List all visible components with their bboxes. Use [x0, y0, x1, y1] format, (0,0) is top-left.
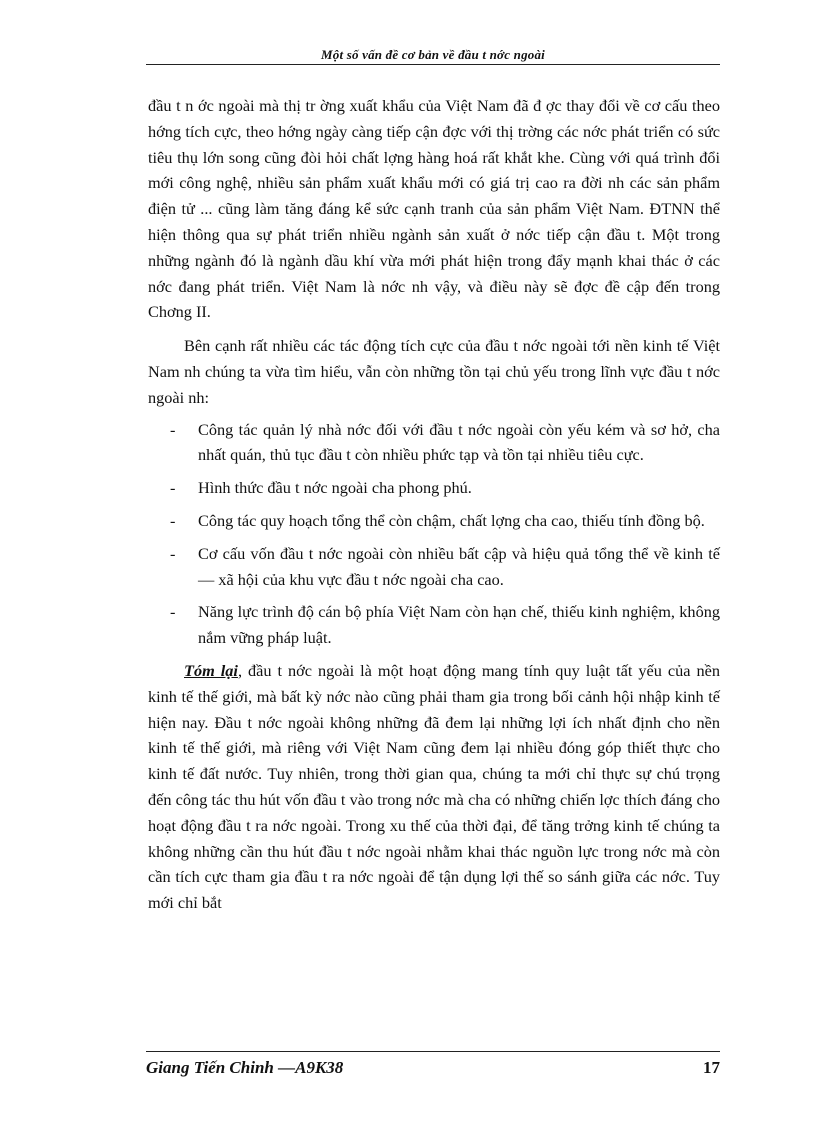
list-dash: -: [170, 510, 176, 530]
list-dash: -: [170, 602, 176, 622]
list-item-text: Năng lực trình độ cán bộ phía Việt Nam còn hạn chế, thiếu kinh nghiệm, không nắm vững pháp luật.: [198, 602, 720, 648]
footer-author: Giang Tiến Chinh —A9K38: [146, 1058, 344, 1077]
list-dash: -: [170, 419, 176, 439]
paragraph-3-text: , đầu t nớc ngoài là một hoạt động mang tính quy luật tất yếu của nền kinh tế thế giới, mà bất kỳ nớc nào cũng phải tham gia trong bối cảnh hội nhập kinh tế hiện nay. Đầu t nớc ngoài không những đã đem lại những lợi ích nhất định cho nền kinh tế thế giới, mà riêng với Việt Nam cũng đem lại nhiều đóng góp thiết thực cho kinh tế đất nước. Tuy nhiên, trong thời gian qua, chúng ta mới chỉ thực sự chú trọng đến công tác thu hút vốn đầu t vào trong nớc mà cha có những chiến lợc thích đáng cho hoạt động đầu t ra nớc ngoài. Trong xu thế của thời đại, để tăng trởng kinh tế chúng ta không những cần thu hút đầu t nớc ngoài nhằm khai thác nguồn lực trong nớc mà còn cần tích cực tham gia đầu t ra nớc ngoài để tận dụng lợi thế so sánh giữa các nớc. Tuy mới chỉ bắt: [148, 660, 720, 913]
summary-lead: Tóm lại: [184, 660, 238, 680]
list-item: [148, 599, 720, 651]
paragraph-1: đầu t n ớc ngoài mà thị tr ờng xuất khẩu của Việt Nam đã đ ợc thay đổi về cơ cấu theo hớng tích cực, theo hớng ngày càng tiếp cận đợc với thị trờng các nớc phát triển có sức tiêu thụ lớn song cũng đòi hỏi chất lợng hàng hoá rất khắt khe. Cùng với quá trình đổi mới công nghệ, nhiều sản phẩm xuất khẩu mới có giá trị cao ra đời nh các sản phẩm điện tử ... cũng làm tăng đáng kể sức cạnh tranh của sản phẩm Việt Nam. ĐTNN thể hiện thông qua sự phát triển nhiều ngành sản xuất ở nớc tiếp cận đầu t. Một trong những ngành đó là ngành dầu khí vừa mới phát hiện trong đẩy mạnh khai thác ở các nớc đang phát triển. Việt Nam là nớc nh vậy, và điều này sẽ đợc đề cập đến trong Chơng II.: [148, 96, 720, 322]
list-item: [148, 508, 720, 534]
list-item-text: Công tác quản lý nhà nớc đối với đầu t nớc ngoài còn yếu kém và sơ hở, cha nhất quán, thủ tục đầu t còn nhiều phức tạp và tồn tại nhiều tiêu cực.: [198, 419, 720, 465]
header-divider: [146, 64, 720, 65]
page-number: 17: [703, 1058, 720, 1077]
list-item-text: Công tác quy hoạch tổng thể còn chậm, chất lợng cha cao, thiếu tính đồng bộ.: [198, 510, 705, 530]
list-item: [148, 417, 720, 469]
list-item: [148, 541, 720, 593]
document-body: [148, 93, 720, 916]
list-dash: -: [170, 478, 176, 498]
list-item-text: Cơ cấu vốn đầu t nớc ngoài còn nhiều bất cập và hiệu quả tổng thể về kinh tế — xã hội của khu vực đầu t nớc ngoài cha cao.: [198, 543, 720, 589]
list-dash: -: [170, 543, 176, 563]
paragraph-3: [148, 658, 720, 916]
list-item-text: Hình thức đầu t nớc ngoài cha phong phú.: [198, 478, 472, 498]
issues-list: [148, 417, 720, 651]
paragraph-2: Bên cạnh rất nhiều các tác động tích cực của đầu t nớc ngoài tới nền kinh tế Việt Nam nh chúng ta vừa tìm hiểu, vẫn còn những tồn tại chủ yếu trong lĩnh vực đầu t nớc ngoài nh:: [148, 336, 720, 407]
page-header-title: Một số vấn đề cơ bản về đầu t nớc ngoài: [321, 47, 545, 62]
footer-divider: [146, 1051, 720, 1052]
list-item: [148, 475, 720, 501]
